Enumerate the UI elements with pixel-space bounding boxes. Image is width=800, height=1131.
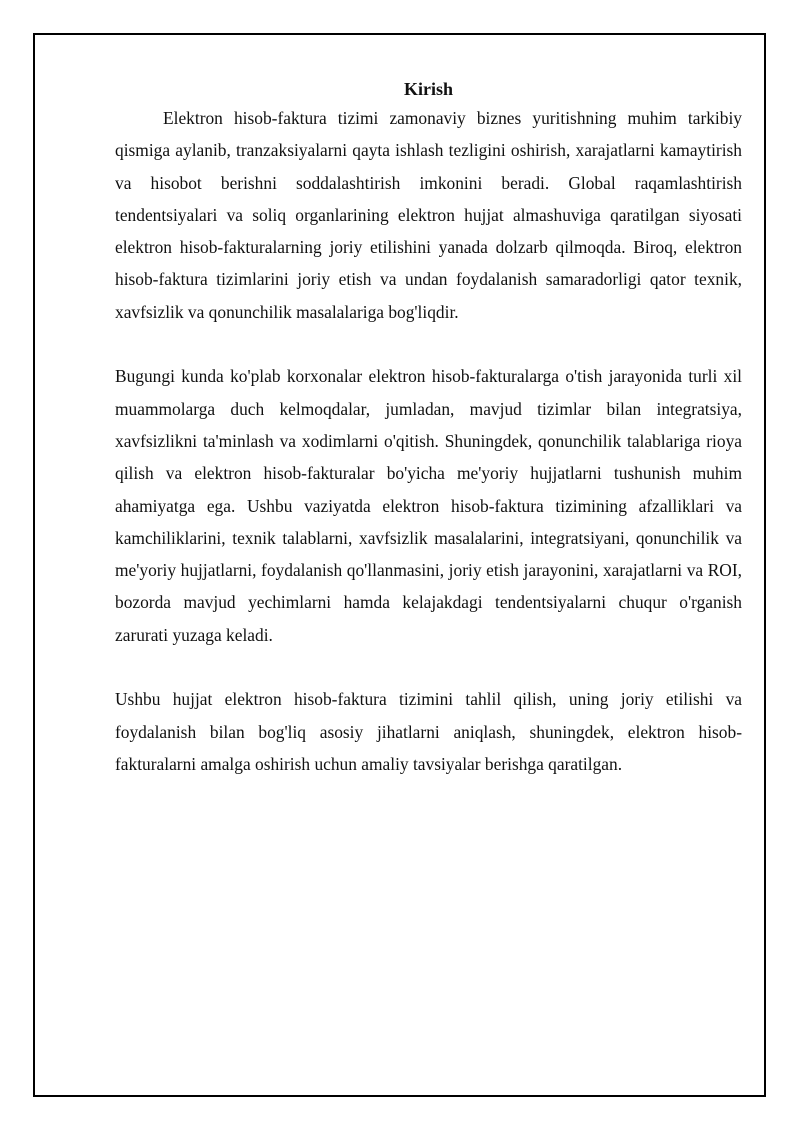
paragraph-intro: Elektron hisob-faktura tizimi zamonaviy biznes yuritishning muhim tarkibiy qismiga aylanib, tranzaksiyalarni qayta ishlash tezligini oshirish, xarajatlarni kamaytirish va hisobot berishni soddalashtirish imkonini beradi. Global raqamlashtirish tendentsiyalari va soliq organlarining elektron hujjat almashuviga qaratilgan siyosati elektron hisob-fakturalarning joriy etilishini yanada dolzarb qilmoqda. Biroq, elektron hisob-faktura tizimlarini joriy etish va undan foydalanish samaradorligi qator texnik, xavfsizlik va qonunchilik masalalariga bog'liqdir. <box>115 108 742 322</box>
paragraph-challenges: Bugungi kunda ko'plab korxonalar elektron hisob-fakturalarga o'tish jarayonida turli xil muammolarga duch kelmoqdalar, jumladan, mavjud tizimlar bilan integratsiya, xavfsizlikni ta'minlash va xodimlarni o'qitish. Shuningdek, qonunchilik talablariga rioya qilish va elektron hisob-fakturalar bo'yicha me'yoriy hujjatlarni tushunish muhim ahamiyatga ega. Ushbu vaziyatda elektron hisob-faktura tizimining afzalliklari va kamchiliklarini, texnik talablarni, xavfsizlik masalalarini, integratsiyani, qonunchilik va me'yoriy hujjatlarni, foydalanish qo'llanmasini, joriy etish jarayonini, xarajatlarni va ROI, bozorda mavjud yechimlarni hamda kelajakdagi tendentsiyalarni chuqur o'rganish zarurati yuzaga keladi. <box>115 366 742 645</box>
document-title: Kirish <box>403 79 453 99</box>
paragraph-spacer <box>115 328 742 360</box>
paragraph-purpose: Ushbu hujjat elektron hisob-faktura tizimini tahlil qilish, uning joriy etilishi va foydalanish bilan bog'liq asosiy jihatlarni aniqlash, shuningdek, elektron hisob-fakturalarni amalga oshirish uchun amaliy tavsiyalar berishga qaratilgan. <box>115 689 742 774</box>
paragraph-spacer <box>115 651 742 683</box>
document-body <box>115 76 742 780</box>
